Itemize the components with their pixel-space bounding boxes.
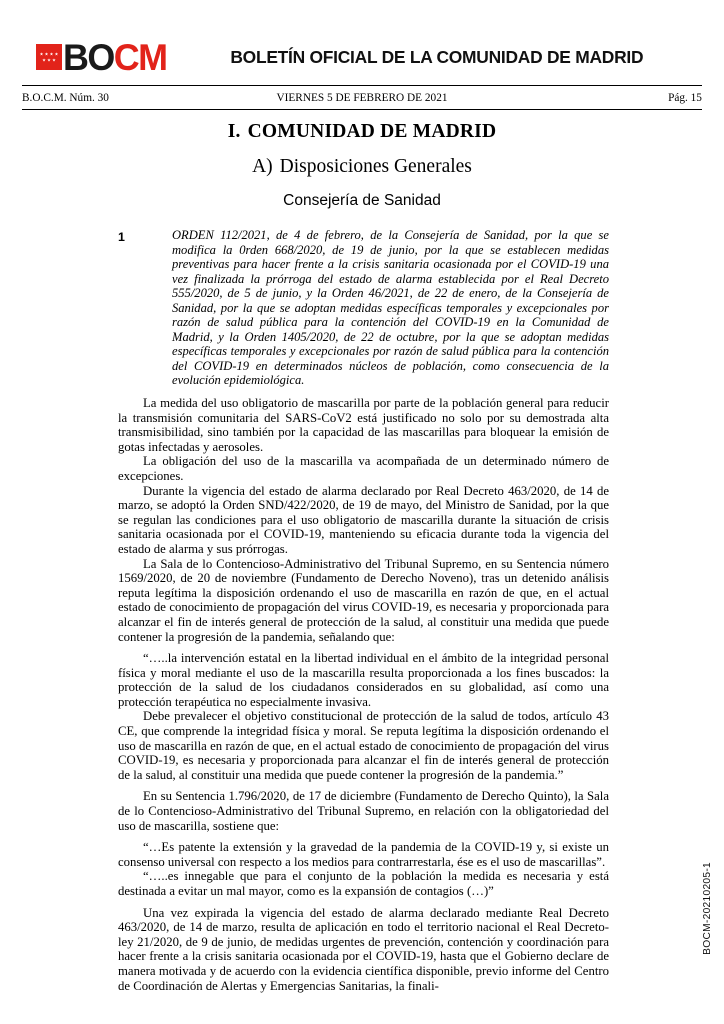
quoted-paragraph: “…..la intervención estatal en la libertad individual en el ámbito de la integridad personal física y moral mediante el uso de la mascarilla resulta proporcionada a los fines buscados: la protección de la salud de los ciudadanos considerados en su globalidad, así como una protección terapéutica no especialmente invasiva. <box>118 651 609 709</box>
publication-title: BOLETÍN OFICIAL DE LA COMUNIDAD DE MADRID <box>230 46 644 67</box>
issue-number: B.O.C.M. Núm. 30 <box>22 92 109 104</box>
paragraph: La obligación del uso de la mascarilla va acompañada de un determinado número de excepciones. <box>118 454 609 483</box>
masthead <box>36 34 688 80</box>
paragraph: En su Sentencia 1.796/2020, de 17 de diciembre (Fundamento de Derecho Quinto), la Sala de lo Contencioso-Administrativo del Tribunal Supremo, en relación con la obligatoriedad del uso de mascarilla, sostiene que: <box>118 789 609 833</box>
section-name: COMUNIDAD DE MADRID <box>247 121 497 142</box>
publication-date: VIERNES 5 DE FEBRERO DE 2021 <box>276 92 448 104</box>
header-rule-top <box>22 85 702 86</box>
header-info-bar <box>22 88 702 108</box>
paragraph: Durante la vigencia del estado de alarma declarado por Real Decreto 463/2020, de 14 de marzo, se adoptó la Orden SND/422/2020, de 19 de mayo, del Ministro de Sanidad, por la que se regulan las condiciones para el uso obligatorio de mascarilla durante la situación de crisis sanitaria ocasionada por el COVID-19, manteniendo su eficacia durante toda la vigencia del estado de alarma y sus prórrogas. <box>118 483 609 556</box>
bocm-logo <box>36 36 170 78</box>
header-rule-bottom <box>22 109 702 110</box>
section-heading <box>0 121 724 143</box>
madrid-crest-icon <box>36 44 62 70</box>
paragraph: Debe prevalecer el objetivo constitucional de protección de la salud de todos, artículo 43 CE, que comprende la integridad física y moral. Se reputa legítima la disposición ordenando el uso de mascarilla en razón de que, en el actual estado de conocimiento de propagación del virus COVID-19, es necesaria y proporcionada para alcanzar el fin de interés general de protección de la salud, al constituir una medida que puede contener la progresión de la pandemia.” <box>118 709 609 782</box>
document-reference-code: BOCM-20210205-1 <box>702 862 713 955</box>
paragraph: La Sala de lo Contencioso-Administrativo del Tribunal Supremo, en su Sentencia número 1569/2020, de 20 de noviembre (Fundamento de Derecho Noveno), tras un detenido análisis reputa legítima la disposición ordenando el uso de mascarilla en razón de que, en el actual estado de conocimiento de propagación del virus COVID-19, es necesaria y proporcionada para alcanzar el fin de interés general de protección de la salud, al constituir una medida que puede contener la progresión de la pandemia, señalando que: <box>118 556 609 644</box>
bocm-wordmark <box>63 36 167 78</box>
paragraph: Una vez expirada la vigencia del estado de alarma declarado mediante Real Decreto 463/2020, de 14 de marzo, resulta de aplicación en todo el territorio nacional el Real Decreto-ley 21/2020, de 9 de junio, de medidas urgentes de prevención, contención y coordinación para hacer frente a la crisis sanitaria ocasionada por el COVID-19, hasta que el Gobierno declare de manera motivada y de acuerdo con la evidencia científica disponible, previo informe del Centro de Coordinación de Alertas y Emergencias Sanitarias, la finali- <box>118 905 609 993</box>
subsection-name: Disposiciones Generales <box>279 156 472 177</box>
department-heading: Consejería de Sanidad <box>283 192 441 209</box>
order-summary: ORDEN 112/2021, de 4 de febrero, de la Consejería de Sanidad, por la que se modifica la 0rden 668/2020, de 19 de junio, por la que se establecen medidas preventivas para hacer frente a la crisis sanitaria ocasionada por el COVID-19 una vez finalizada la prórroga del estado de alarma establecida por el Real Decreto 555/2020, de 5 de junio, y la Orden 46/2021, de 22 de enero, de la Consejería de Sanidad, por la que se adoptan medidas específicas temporales y excepcionales por razón de salud pública para la contención del COVID-19 en la Comunidad de Madrid, y la Orden 1405/2020, de 22 de octubre, por la que se adoptan medidas específicas temporales y excepcionales por razón de salud pública para la contención del COVID-19 en determinados núcleos de población, como consecuencia de la evolución epidemiológica. <box>172 228 609 388</box>
section-numeral: I. <box>227 121 241 142</box>
body-text <box>118 396 609 993</box>
subsection-letter: A) <box>252 156 273 177</box>
quoted-paragraph: “…..es innegable que para el conjunto de la población la medida es necesaria y está destinada a evitar un mal mayor, como es la expansión de contagios (…)” <box>118 869 609 898</box>
paragraph: La medida del uso obligatorio de mascarilla por parte de la población general para reducir la transmisión comunitaria del SARS-CoV2 está justificado no solo por su demostrada alta transmisibilidad, sino también por la capacidad de las mascarillas para bloquear la emisión de gotas infectadas y aerosoles. <box>118 396 609 454</box>
page-number: Pág. 15 <box>668 92 702 104</box>
subsection-heading <box>0 156 724 178</box>
wordmark-cm: CM <box>113 36 167 78</box>
quoted-paragraph: “…Es patente la extensión y la gravedad de la pandemia de la COVID-19 y, si existe un consenso universal con respecto a los medios para contrarrestarla, ése es el uso de mascarillas”. <box>118 840 609 869</box>
wordmark-bo: BO <box>63 36 114 78</box>
item-number: 1 <box>118 230 125 244</box>
